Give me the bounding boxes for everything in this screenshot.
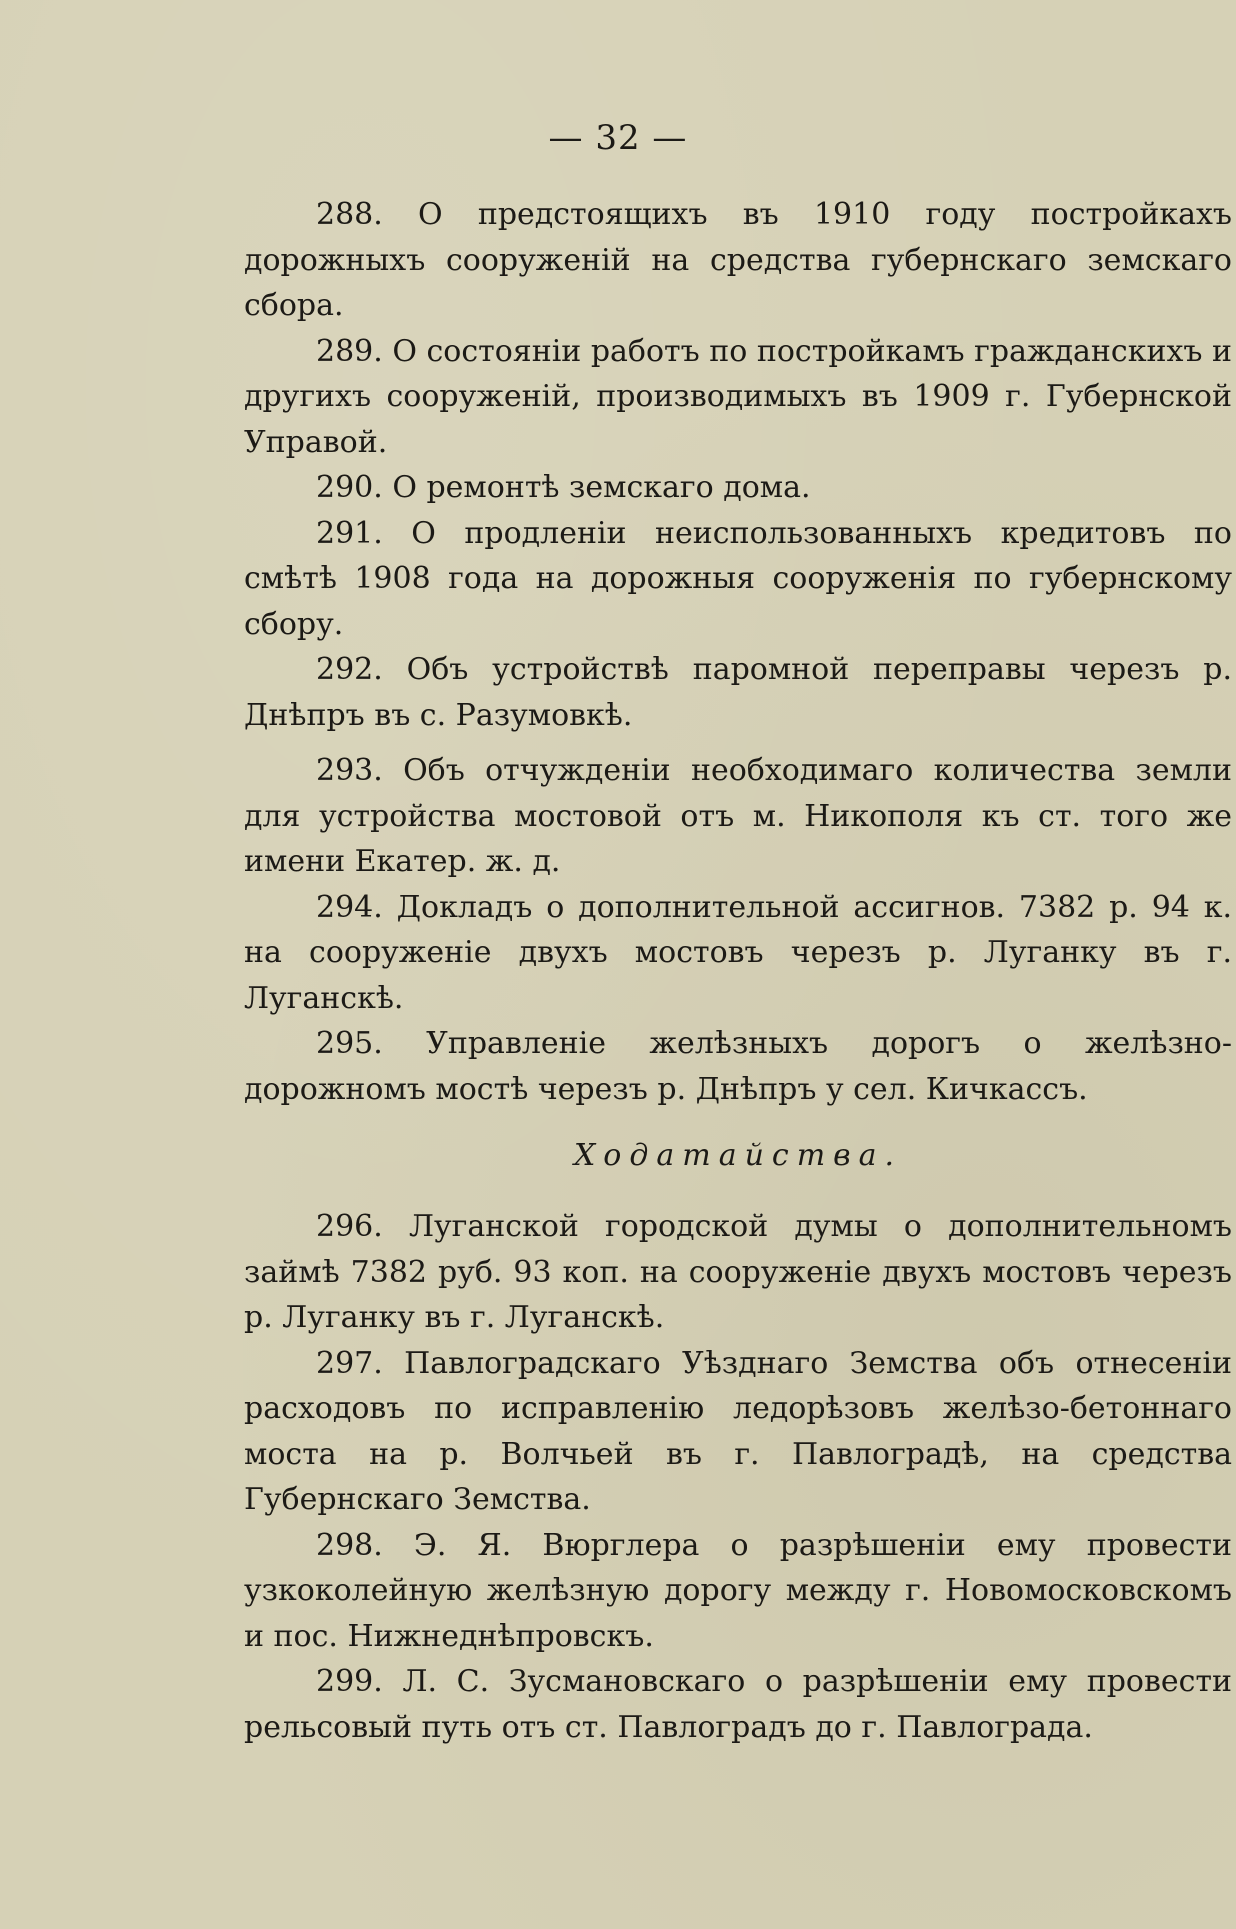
entry-291: 291. О продленіи неиспользованныхъ кредитовъ по смѣтѣ 1908 года на дорожныя сооруженія по губернскому сбору. bbox=[244, 515, 1232, 642]
entry-295: 295. Управленіе желѣзныхъ дорогъ о желѣзно-дорожномъ мостѣ черезъ р. Днѣпръ у сел. Кичкассъ. bbox=[244, 1026, 1232, 1107]
entry-298: 298. Э. Я. Вюрглера о разрѣшеніи ему провести узкоколейную желѣзную дорогу между г. Новомосковскомъ и пос. Нижнеднѣпровскъ. bbox=[244, 1527, 1232, 1654]
entry-292: 292. Объ устройствѣ паромной переправы черезъ р. Днѣпръ въ с. Разумовкѣ. bbox=[244, 652, 1232, 733]
entry-297: 297. Павлоградскаго Уѣзднаго Земства объ отнесеніи расходовъ по исправленію ледорѣзовъ желѣзо-бетоннаго моста на р. Волчьей въ г. Павлоградѣ, на средства Губернскаго Земства. bbox=[244, 1345, 1232, 1517]
entry-296: 296. Луганской городской думы о дополнительномъ займѣ 7382 руб. 93 коп. на сооруженіе двухъ мостовъ черезъ р. Луганку въ г. Луганскѣ. bbox=[244, 1209, 1232, 1335]
page-number: — 32 — bbox=[548, 118, 688, 158]
section-heading: Ходатайства. bbox=[573, 1138, 903, 1173]
entry-290: 290. О ремонтѣ земскаго дома. bbox=[316, 470, 811, 505]
entry-299: 299. Л. С. Зусмановскаго о разрѣшеніи ему провести рельсовый путь отъ ст. Павлоградъ до г. Павлограда. bbox=[244, 1664, 1232, 1745]
entry-294: 294. Докладъ о дополнительной ассигнов. 7382 р. 94 к. на сооруженіе двухъ мостовъ черезъ р. Луганку въ г. Луганскѣ. bbox=[244, 889, 1232, 1016]
entry-288: 288. О предстоящихъ въ 1910 году постройкахъ дорожныхъ сооруженій на средства губернскаго земскаго сбора. bbox=[244, 197, 1232, 323]
entry-293: 293. Объ отчужденіи необходимаго количества земли для устройства мостовой отъ м. Никополя къ ст. того же имени Екатер. ж. д. bbox=[244, 753, 1232, 879]
entry-289: 289. О состояніи работъ по постройкамъ гражданскихъ и другихъ сооруженій, производимыхъ въ 1909 г. Губернской Управой. bbox=[244, 333, 1233, 460]
document-body bbox=[244, 192, 1232, 1750]
